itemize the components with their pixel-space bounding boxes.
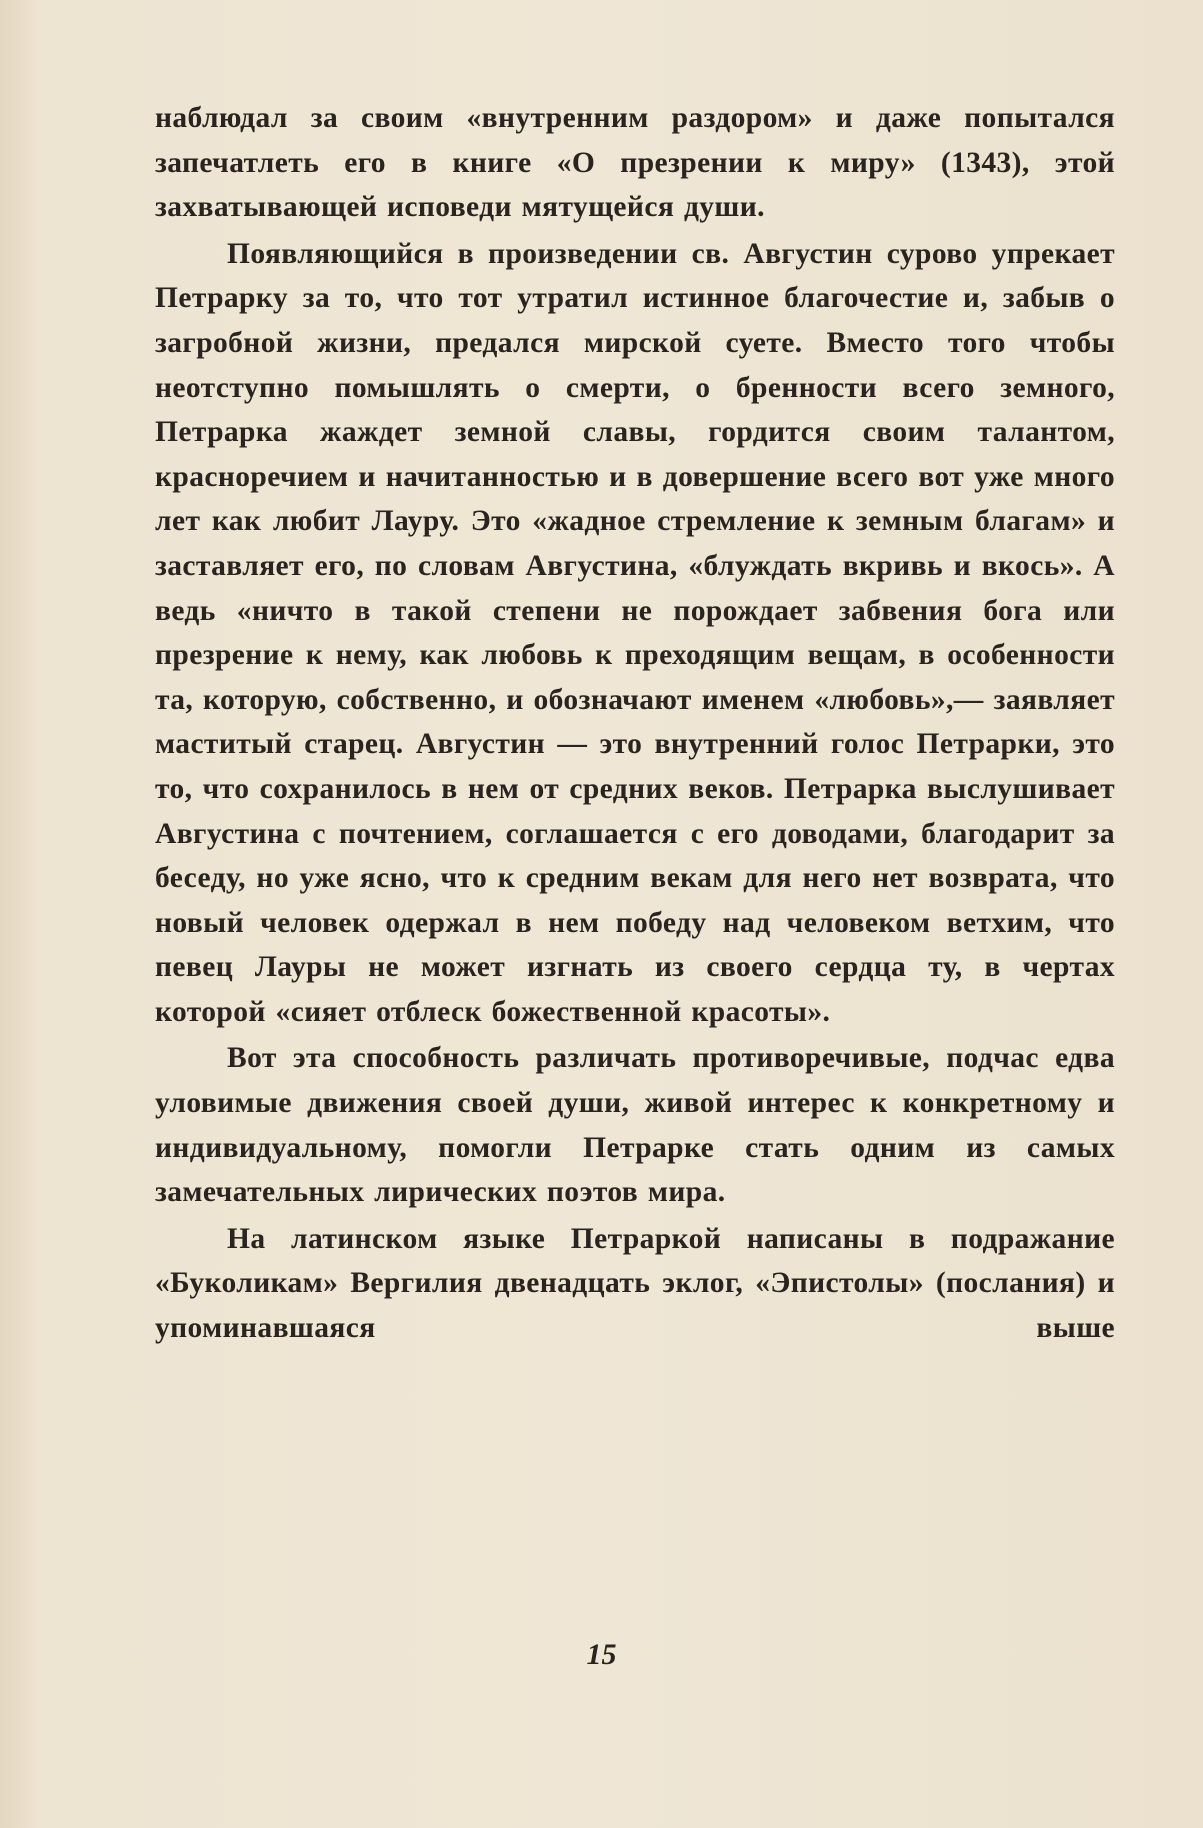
paragraph-4: На латинском языке Петраркой написаны в подражание «Буколикам» Вергилия двенадцать эклог, «Эпистолы» (послания) и упоминавшаяся выше bbox=[155, 1222, 1115, 1345]
paragraph-3: Вот эта способность различать противоречивые, подчас едва уловимые движения своей души, живой интерес к конкретному и индивидуальному, помогли Петрарке стать одним из самых замечательных лирических поэтов мира. bbox=[155, 1042, 1115, 1209]
text-column bbox=[155, 96, 1115, 1353]
page-number: 15 bbox=[586, 1638, 617, 1671]
paragraph-2: Появляющийся в произведении св. Августин сурово упрекает Петрарку за то, что тот утратил истинное благочестие и, забыв о загробной жизни, предался мирской суете. Вместо того чтобы неотступно помышлять о смерти, о бренности всего земного, Петрарка жаждет земной славы, гордится своим талантом, красноречием и начитанностью и в довершение всего вот уже много лет как любит Лауру. Это «жадное стремление к земным благам» и заставляет его, по словам Августина, «блуждать вкривь и вкось». А ведь «ничто в такой степени не порождает забвения бога или презрение к нему, как любовь к преходящим вещам, в особенности та, которую, собственно, и обозначают именем «любовь»,— заявляет маститый старец. Августин — это внутренний голос Петрарки, это то, что сохранилось в нем от средних веков. Петрарка выслушивает Августина с почтением, соглашается с его доводами, благодарит за беседу, но уже ясно, что к средним векам для него нет возврата, что новый человек одержал в нем победу над человеком ветхим, что певец Лауры не может изгнать из своего сердца ту, в чертах которой «сияет отблеск божественной красоты». bbox=[155, 237, 1115, 1028]
paragraph-1: наблюдал за своим «внутренним раздором» и даже попытался запечатлеть его в книге «О презрении к миру» (1343), этой захватывающей исповеди мятущейся души. bbox=[155, 102, 1115, 224]
